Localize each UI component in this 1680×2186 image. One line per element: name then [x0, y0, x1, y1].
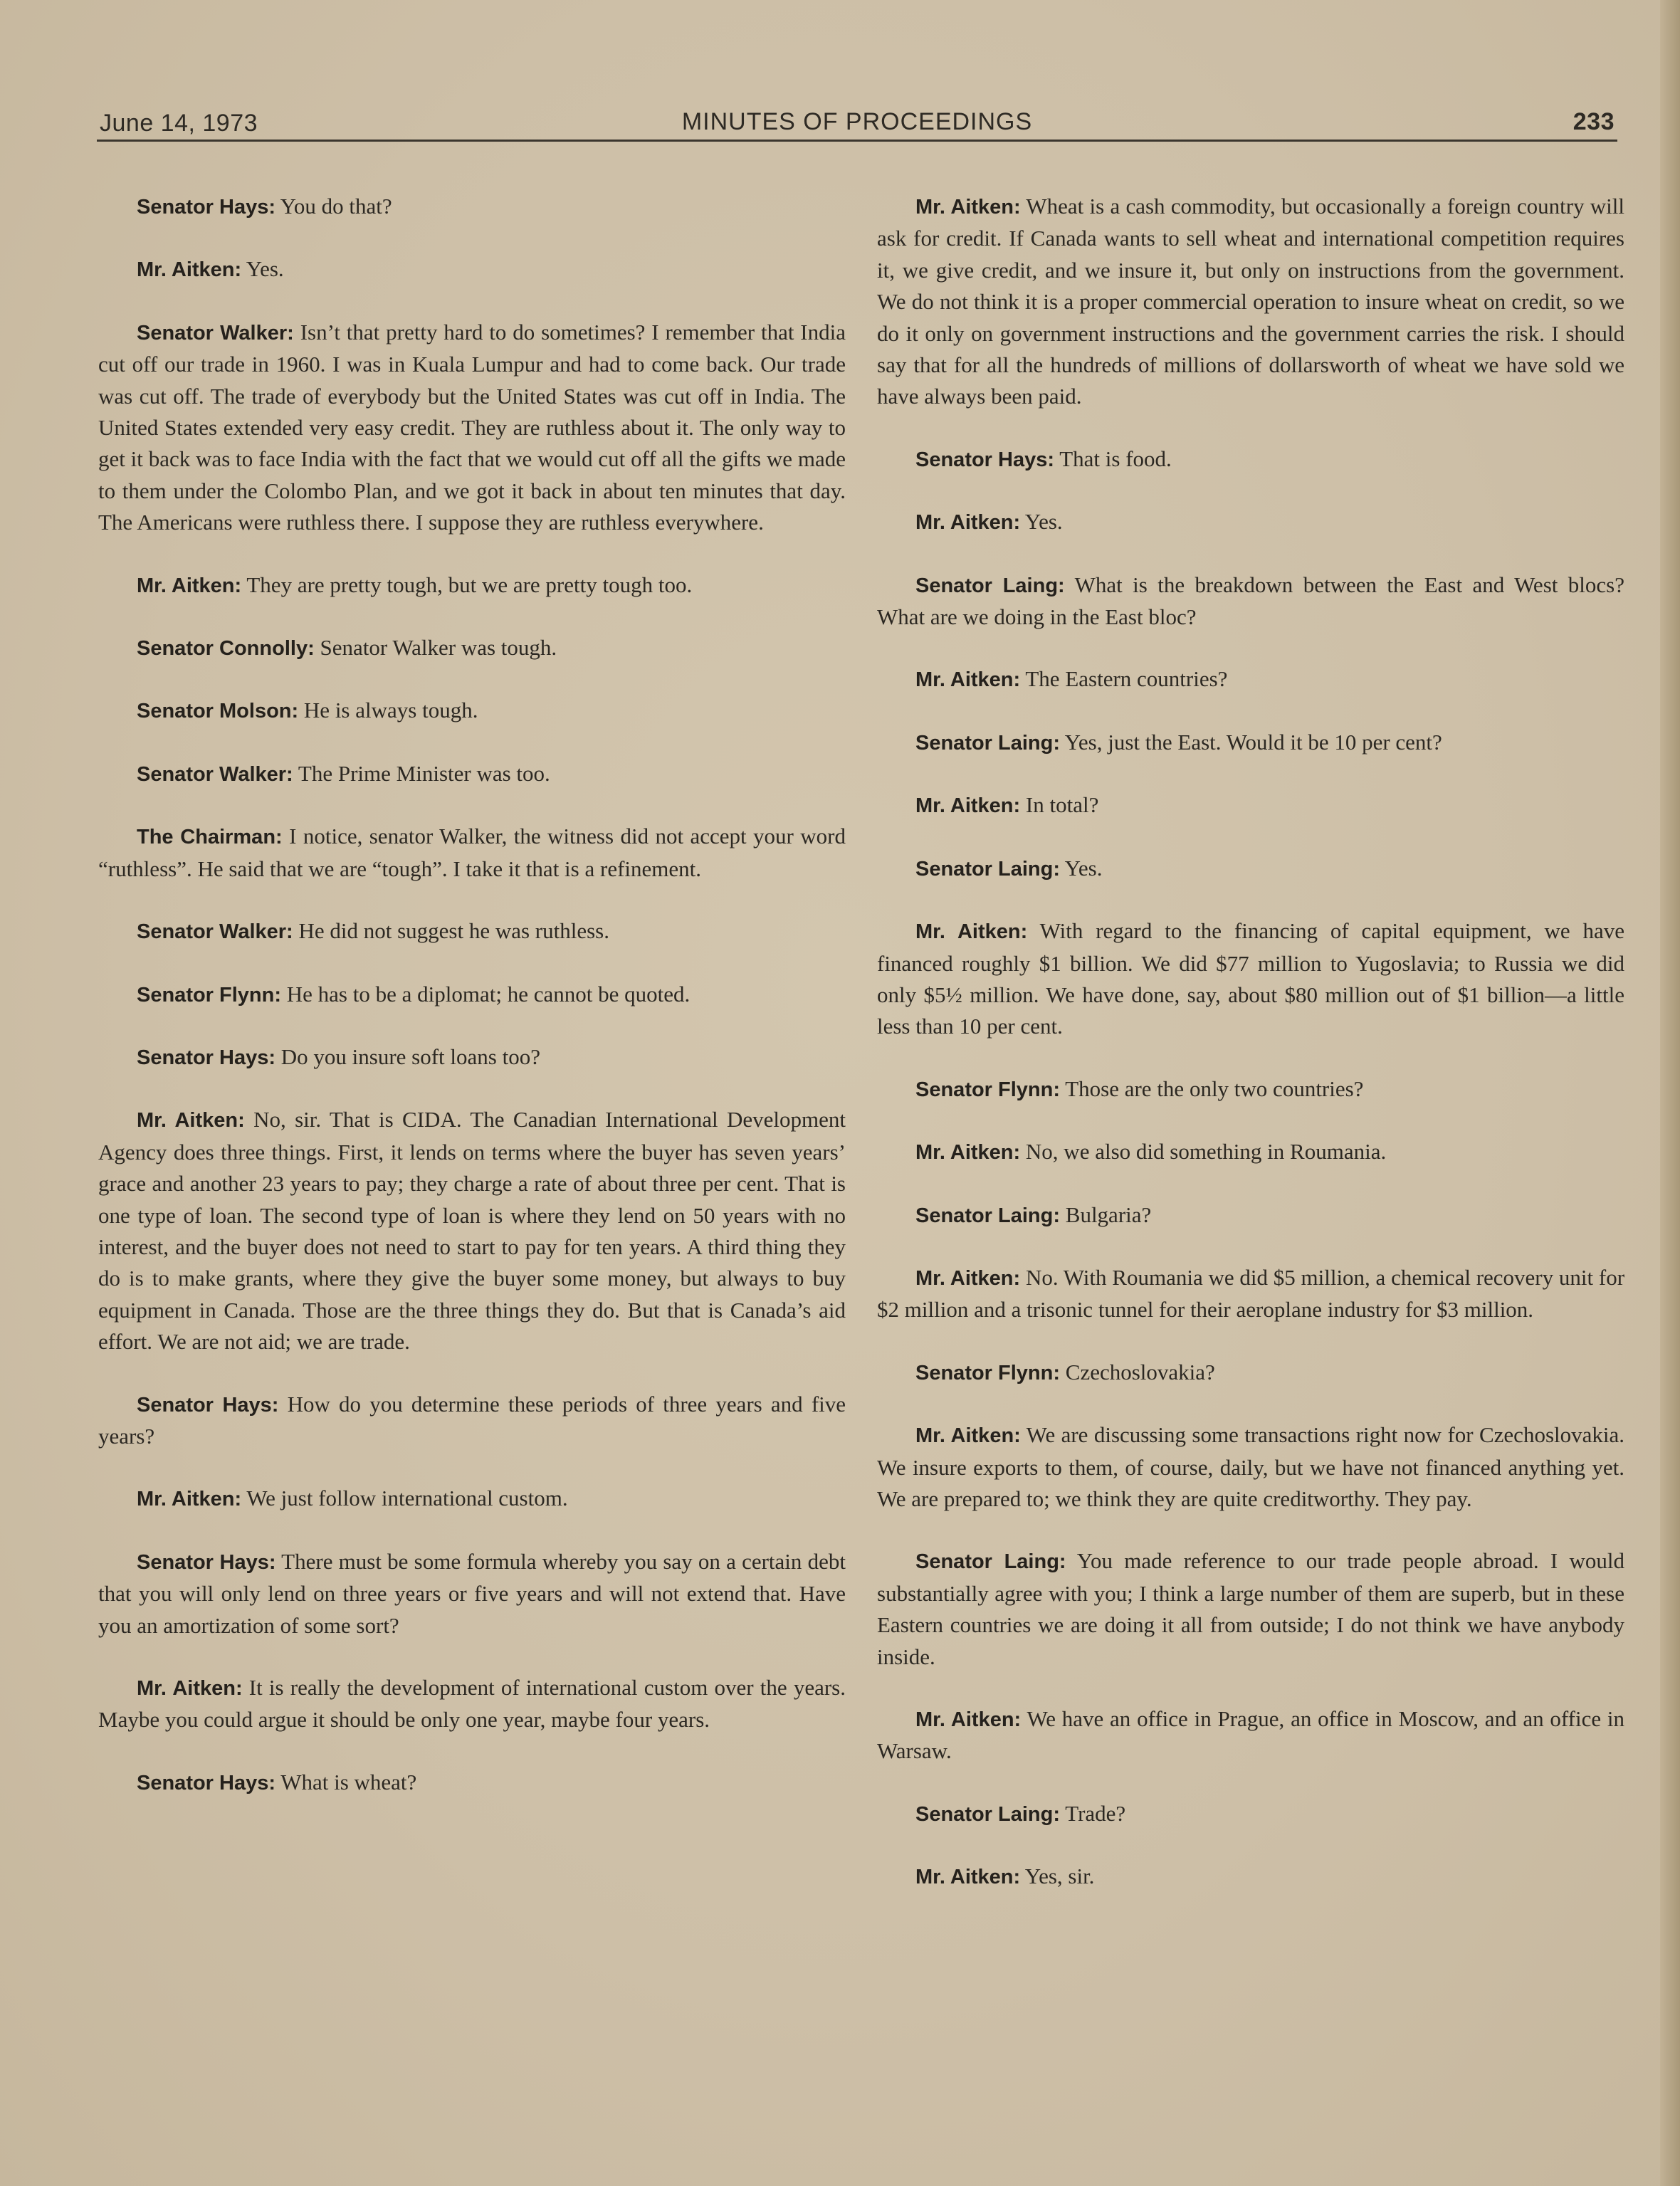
- speaker-name: The Chairman:: [137, 826, 283, 849]
- transcript-paragraph: [877, 506, 1624, 538]
- speaker-name: Senator Walker:: [137, 762, 293, 786]
- speech-text: It is really the development of international custom over the years. Maybe you could argue it should be only one year, maybe four years.: [98, 1675, 846, 1733]
- speech-text: Do you insure soft loans too?: [280, 1044, 540, 1069]
- transcript-paragraph: [98, 758, 846, 790]
- transcript-paragraph: [877, 789, 1624, 821]
- speaker-name: Mr. Aitken:: [915, 1708, 1022, 1731]
- transcript-paragraph: [877, 1199, 1624, 1231]
- speech-text: Trade?: [1065, 1800, 1126, 1826]
- speaker-name: Mr. Aitken:: [915, 1266, 1021, 1290]
- speaker-name: Mr. Aitken:: [137, 1488, 242, 1511]
- speech-text: We are discussing some transactions right now for Czechoslovakia. We insure exports to them, of course, daily, but we have not financed anything yet. We are prepared to; we think they are quite creditworthy. They pay.: [877, 1422, 1625, 1511]
- transcript-paragraph: [877, 915, 1624, 1043]
- speech-text: He has to be a diplomat; he cannot be quoted.: [286, 981, 691, 1007]
- speaker-name: Mr. Aitken:: [915, 511, 1021, 535]
- right-column: [877, 191, 1624, 1924]
- transcript-paragraph: [877, 1419, 1624, 1515]
- speaker-name: Senator Walker:: [137, 321, 294, 345]
- speaker-name: Mr. Aitken:: [137, 1109, 245, 1133]
- speaker-name: Senator Hays:: [137, 1393, 279, 1417]
- speech-text: Czechoslovakia?: [1065, 1359, 1215, 1384]
- speaker-name: Senator Hays:: [137, 1550, 276, 1574]
- speaker-name: Senator Molson:: [137, 700, 299, 723]
- speech-text: Yes.: [1064, 855, 1103, 881]
- speech-text: They are pretty tough, but we are pretty tough too.: [246, 572, 693, 597]
- speech-text: What is the breakdown between the East and West blocs? What are we doing in the East bloc?: [877, 572, 1624, 630]
- transcript-paragraph: [877, 569, 1624, 634]
- transcript-paragraph: [98, 695, 846, 727]
- speech-text: Isn’t that pretty hard to do sometimes? I remember that India cut off our trade in 1960. I was in Kuala Lumpur and had to come back. Our trade was cut off. The trade of everybody but the United States was cut off in India. The United States extended very easy credit. They are ruthless about it. The only way to get it back was to face India with the fact that we would cut off all the gifts we made to them under the Colombo Plan, and we got it back in about ten minutes that day. The Americans were ruthless there. I suppose they are ruthless everywhere.: [98, 319, 846, 535]
- transcript-paragraph: [877, 443, 1624, 475]
- speech-text: Wheat is a cash commodity, but occasionally a foreign country will ask for credit. If Canada wants to sell wheat and international competition requires it, we give credit, and we insure it, but only on instructions from the government. We do not think it is a proper commercial operation to insure wheat on credit, so we do it only on government instructions and the government carries the risk. I should say that for all the hundreds of millions of dollarsworth of wheat we have sold we have always been paid.: [877, 194, 1624, 409]
- transcript-paragraph: [877, 1798, 1624, 1830]
- speech-text: No, sir. That is CIDA. The Canadian International Development Agency does three things. First, it lends on terms where the buyer has seven years’ grace and another 23 years to pay; they charge a rate of about three per cent. That is one type of loan. The second type of loan is where they lend on 50 years with no interest, and the buyer does not need to start to pay for ten years. A third thing they do is to make grants, where they give the buyer some money, but always to buy equipment in Canada. Those are the three things they do. But that is Canada’s aid effort. We are not aid; we are trade.: [98, 1107, 846, 1355]
- header-date: June 14, 1973: [100, 110, 258, 137]
- speaker-name: Senator Flynn:: [915, 1361, 1061, 1384]
- transcript-paragraph: [877, 191, 1624, 413]
- transcript-paragraph: [98, 317, 846, 539]
- transcript-paragraph: [877, 1703, 1624, 1767]
- speaker-name: Senator Walker:: [137, 920, 293, 944]
- transcript-paragraph: [98, 915, 846, 947]
- speaker-name: Senator Flynn:: [137, 983, 282, 1007]
- speech-text: That is food.: [1059, 446, 1172, 471]
- speech-text: You do that?: [280, 194, 392, 219]
- running-header: [98, 107, 1616, 140]
- speech-text: The Prime Minister was too.: [298, 760, 550, 786]
- speaker-name: Mr. Aitken:: [915, 196, 1021, 219]
- transcript-paragraph: [877, 1136, 1624, 1168]
- transcript-paragraph: [877, 727, 1624, 759]
- speech-text: Bulgaria?: [1065, 1202, 1152, 1227]
- speaker-name: Senator Hays:: [137, 1771, 276, 1794]
- speaker-name: Mr. Aitken:: [915, 794, 1021, 818]
- speech-text: What is wheat?: [280, 1769, 417, 1794]
- transcript-paragraph: [98, 569, 846, 601]
- speaker-name: Mr. Aitken:: [915, 920, 1028, 944]
- speaker-name: Senator Hays:: [915, 448, 1055, 471]
- transcript-paragraph: [98, 1104, 846, 1357]
- speech-text: No, we also did something in Roumania.: [1025, 1139, 1387, 1165]
- speaker-name: Senator Hays:: [137, 196, 276, 219]
- speaker-name: Senator Laing:: [915, 1802, 1061, 1826]
- page-edge-shadow: [1660, 0, 1680, 2186]
- transcript-paragraph: [877, 663, 1624, 695]
- transcript-paragraph: [877, 1073, 1624, 1105]
- speaker-name: Senator Laing:: [915, 731, 1061, 755]
- speaker-name: Mr. Aitken:: [915, 1141, 1021, 1165]
- speaker-name: Mr. Aitken:: [915, 1866, 1021, 1889]
- transcript-paragraph: [98, 191, 846, 223]
- transcript-paragraph: [98, 632, 846, 664]
- speech-text: Yes, sir.: [1024, 1864, 1095, 1889]
- speaker-name: Mr. Aitken:: [137, 574, 242, 597]
- speech-text: In total?: [1025, 792, 1099, 818]
- speech-text: There must be some formula whereby you say on a certain debt that you will only lend on three years or five years and will not extend that. Have you an amortization of some sort?: [98, 1548, 846, 1638]
- speech-text: You made reference to our trade people abroad. I would substantially agree with you; I think a large number of them are superb, but in these Eastern countries we are doing it all from outside; I do not think we have anybody inside.: [877, 1548, 1624, 1669]
- speaker-name: Senator Connolly:: [137, 637, 315, 661]
- speech-text: Those are the only two countries?: [1065, 1076, 1364, 1101]
- speaker-name: Senator Laing:: [915, 1550, 1066, 1574]
- speech-text: We have an office in Prague, an office in Moscow, and an office in Warsaw.: [877, 1706, 1624, 1764]
- transcript-paragraph: [98, 1041, 846, 1073]
- speaker-name: Senator Laing:: [915, 1204, 1061, 1227]
- speech-text: I notice, senator Walker, the witness did not accept your word “ruthless”. He said that we are “tough”. I take it that is a refinement.: [98, 824, 846, 881]
- transcript-paragraph: [877, 853, 1624, 885]
- transcript-paragraph: [877, 1545, 1624, 1673]
- speech-text: Senator Walker was tough.: [320, 635, 557, 661]
- speaker-name: Senator Laing:: [915, 574, 1065, 597]
- transcript-paragraph: [98, 1767, 846, 1799]
- transcript-paragraph: [877, 1861, 1624, 1893]
- speech-text: The Eastern countries?: [1025, 666, 1228, 692]
- speech-text: Yes.: [246, 256, 284, 282]
- transcript-paragraph: [98, 821, 846, 885]
- speech-text: He did not suggest he was ruthless.: [298, 918, 609, 944]
- transcript-paragraph: [98, 253, 846, 285]
- transcript-paragraph: [98, 1389, 846, 1453]
- speaker-name: Senator Hays:: [137, 1046, 276, 1069]
- transcript-paragraph: [877, 1357, 1624, 1389]
- speaker-name: Senator Laing:: [915, 857, 1061, 881]
- speaker-name: Mr. Aitken:: [137, 258, 242, 282]
- speech-text: Yes, just the East. Would it be 10 per cent?: [1064, 729, 1442, 755]
- transcript-paragraph: [98, 979, 846, 1011]
- speaker-name: Mr. Aitken:: [915, 1424, 1021, 1448]
- speech-text: With regard to the financing of capital equipment, we have financed roughly $1 billion. We did $77 million to Yugoslavia; to Russia we did only $5½ million. We have done, say, about $80 million out of $1 billion—a little less than 10 per cent.: [877, 918, 1624, 1039]
- speaker-name: Senator Flynn:: [915, 1078, 1061, 1101]
- left-column: [98, 191, 846, 1829]
- header-rule: [97, 140, 1617, 142]
- header-title: MINUTES OF PROCEEDINGS: [681, 108, 1033, 135]
- speech-text: Yes.: [1024, 509, 1063, 535]
- speech-text: No. With Roumania we did $5 million, a chemical recovery unit for $2 million and a trisonic tunnel for their aeroplane industry for $3 million.: [877, 1264, 1625, 1323]
- speaker-name: Mr. Aitken:: [137, 1677, 243, 1700]
- transcript-paragraph: [98, 1483, 846, 1515]
- speech-text: He is always tough.: [303, 698, 478, 723]
- speech-text: We just follow international custom.: [246, 1486, 568, 1511]
- page-number: 233: [1573, 108, 1615, 135]
- transcript-paragraph: [877, 1262, 1624, 1326]
- speech-text: How do you determine these periods of three years and five years?: [98, 1391, 846, 1449]
- transcript-paragraph: [98, 1672, 846, 1736]
- transcript-paragraph: [98, 1546, 846, 1641]
- speaker-name: Mr. Aitken:: [915, 668, 1021, 692]
